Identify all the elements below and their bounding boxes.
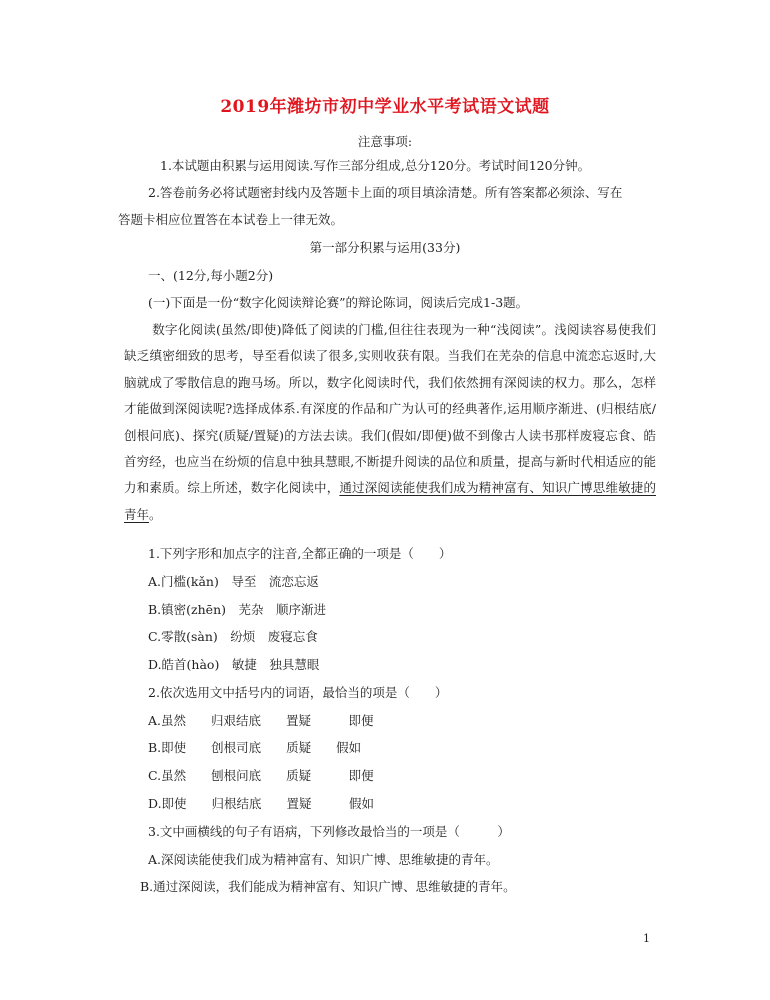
question-2-stem: 2.依次选用文中括号内的词语，最恰当的项是（ ） — [148, 685, 448, 700]
question-3-option-a: A.深阅读能使我们成为精神富有、知识广博、思维敏捷的青年。 — [148, 852, 499, 867]
passage-text — [124, 317, 656, 528]
question-2-option-d: D.即使 归根结底 置疑 假如 — [148, 796, 375, 811]
passage-end: 。 — [149, 506, 162, 522]
notice-item-2: 2.答卷前务必将试题密封线内及答题卡上面的项目填涂清楚。所有答案都必须涂、写在 — [148, 185, 623, 200]
question-1-option-d: D.皓首(hào) 敏捷 独具慧眼 — [148, 657, 320, 672]
question-3-option-b: B.通过深阅读，我们能成为精神富有、知识广博、思维敏捷的青年。 — [140, 879, 516, 894]
underlined-sentence: 通过深阅读能使我们成为精神富有、知识广博思维敏捷的青年 — [124, 480, 656, 522]
document-title: 2019年潍坊市初中学业水平考试语文试题 — [220, 97, 550, 117]
question-1-stem: 1.下列字形和加点字的注音,全都正确的一项是（ ） — [148, 546, 452, 561]
question-2-option-a: A.虽然 归艰结底 置疑 即便 — [148, 713, 374, 728]
section-heading: 一、(12分,每小题2分) — [148, 268, 274, 283]
passage-main: 数字化阅读(虽然/即使)降低了阅读的门槛,但往往表现为一种“浅阅读”。浅阅读容易使我们缺乏缜密细致的思考，导至看似读了很多,实则收获有限。当我们在芜杂的信息中流恋忘返时,大脑就成了零散信息的跑马场。所以，数字化阅读时代，我们依然拥有深阅读的权力。那么，怎样才能做到深阅读呢?选择成体系.有深度的作品和广为认可的经典著作,运用顺序渐进、(归根结底/创根问底)、探究(质疑/置疑)的方法去读。我们(假如/即便)做不到像古人读书那样废寝忘食、皓首穷经，也应当在纷烦的信息中独具慧眼,不断提升阅读的品位和质量，提高与新时代相适应的能力和素质。综上所述，数字化阅读中， — [124, 322, 656, 496]
part-heading: 第一部分积累与运用(33分) — [309, 240, 461, 255]
question-2-option-c: C.虽然 刨根问底 质疑 即便 — [148, 768, 374, 783]
notice-heading: 注意事项: — [357, 134, 413, 149]
question-1-option-a: A.门槛(kǎn) 导至 流恋忘返 — [148, 574, 319, 589]
question-1-option-b: B.镇密(zhēn) 芜杂 顺序渐进 — [148, 602, 326, 617]
page-number: 1 — [643, 932, 650, 945]
question-3-stem: 3.文中画横线的句子有语病，下列修改最恰当的一项是（ ） — [148, 824, 510, 839]
question-2-option-b: B.即使 创根司底 质疑 假如 — [148, 740, 362, 755]
question-1-option-c: C.零散(sàn) 纷烦 废寝忘食 — [148, 629, 318, 644]
notice-item-2-continued: 答题卡相应位置答在本试卷上一律无效。 — [118, 212, 344, 227]
notice-item-1: 1.本试题由积累与运用阅读.写作三部分组成,总分120分。考试时间120分钟。 — [160, 158, 591, 173]
passage-intro: (一)下面是一份“数字化阅读辩论赛”的辩论陈词，阅读后完成1-3题。 — [148, 295, 529, 310]
